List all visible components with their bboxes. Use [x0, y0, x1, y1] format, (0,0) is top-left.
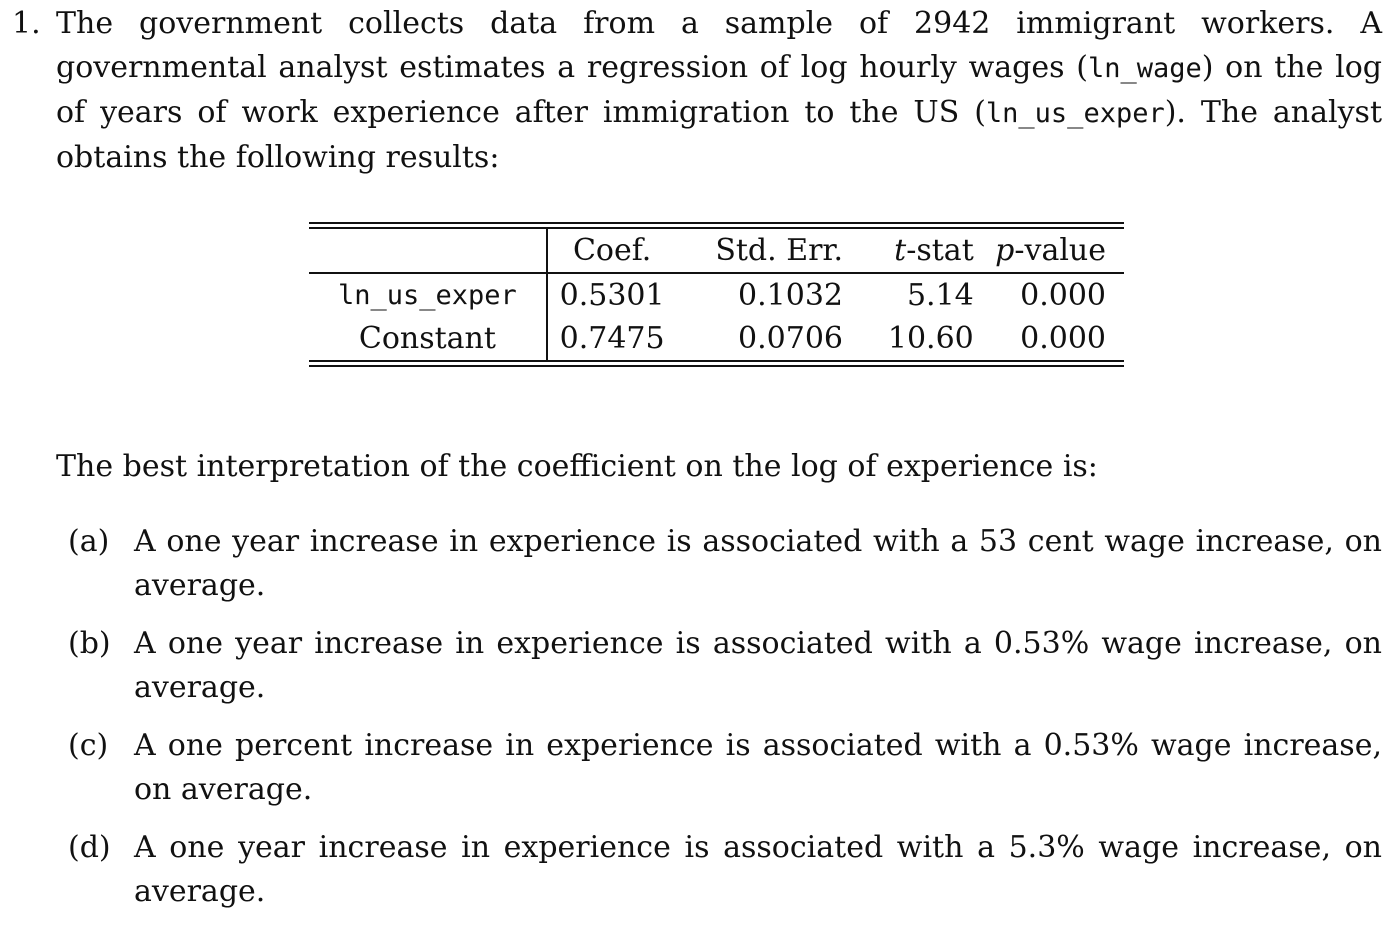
row-label: Constant: [309, 317, 547, 360]
header-p-value-text: p-value: [995, 233, 1106, 268]
option-letter: (c): [68, 728, 109, 763]
regression-table: [309, 222, 1124, 367]
option-text: A one year increase in experience is associated with a 5.3% wage increase, on average.: [134, 830, 1382, 909]
header-t-stat: [865, 229, 988, 273]
variable-ln-us-exper: ln_us_exper: [985, 98, 1165, 129]
option-letter: (d): [68, 830, 111, 865]
header-t-stat-text: t-stat: [894, 233, 974, 268]
question-prompt: The best interpretation of the coefficient on the log of experience is:: [56, 449, 1098, 484]
variable-ln-wage: ln_wage: [1087, 53, 1202, 84]
table-row: [309, 317, 1124, 360]
option-d[interactable]: [68, 826, 1382, 914]
cell-std-err: 0.0706: [738, 321, 844, 356]
option-letter: (b): [68, 626, 111, 661]
option-text: A one year increase in experience is associated with a 53 cent wage increase, on average.: [134, 524, 1382, 603]
option-text: A one percent increase in experience is associated with a 0.53% wage increase, on average.: [134, 728, 1382, 807]
table-header-row: [309, 229, 1124, 273]
option-text: A one year increase in experience is associated with a 0.53% wage increase, on average.: [134, 626, 1382, 705]
problem-text: [56, 2, 1382, 180]
cell-t-stat: 10.60: [887, 321, 974, 356]
option-a[interactable]: [68, 520, 1382, 608]
cell-p-value: 0.000: [1020, 321, 1106, 356]
row-label: ln_us_exper: [309, 273, 547, 317]
option-letter: (a): [68, 524, 110, 559]
cell-p-value: 0.000: [1020, 278, 1106, 313]
cell-std-err: 0.1032: [738, 278, 844, 313]
cell-coef: 0.5301: [559, 278, 665, 313]
option-c[interactable]: [68, 724, 1382, 812]
cell-t-stat: 5.14: [906, 278, 974, 313]
cell-coef: 0.7475: [559, 321, 665, 356]
table-bottom-rule: [309, 360, 1124, 367]
header-std-err: Std. Err.: [676, 229, 865, 273]
problem-number: 1.: [12, 6, 41, 41]
regression-results: [309, 229, 1124, 360]
answer-options: [68, 520, 1382, 928]
table-row: [309, 273, 1124, 317]
problem-text-part-2: ) on the log of years of work experience after immigration to the US (: [56, 50, 1382, 130]
header-p-value: [988, 229, 1124, 273]
header-blank: [309, 229, 547, 273]
option-b[interactable]: [68, 622, 1382, 710]
header-coef: Coef.: [547, 229, 677, 273]
table-top-rule: [309, 222, 1124, 229]
problem-text-part-3: ). The analyst obtains the following results:: [56, 95, 1382, 175]
problem-statement: [12, 2, 1382, 180]
problem-text-part-1: The government collects data from a sample of 2942 immigrant workers. A governmental analyst estimates a regression of log hourly wages (: [56, 6, 1382, 85]
